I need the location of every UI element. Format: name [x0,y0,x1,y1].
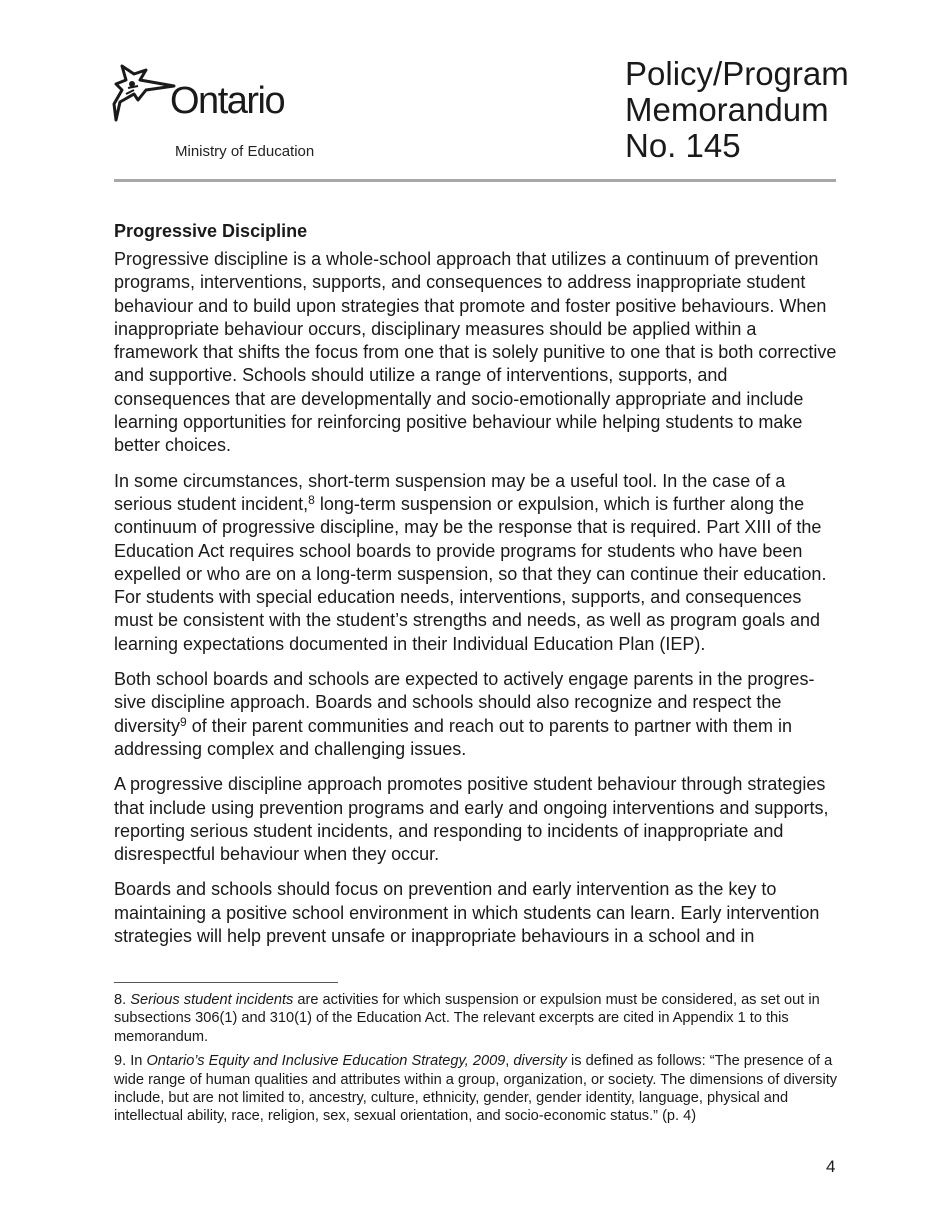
memo-title-line: No. 145 [625,127,741,164]
paragraph: Boards and schools should focus on prevention and early intervention as the key to maintaining a positive school environment in which students can learn. Early intervention strategies will help prevent unsafe or inappropriate behaviours in a school and in [114,879,820,947]
footnote-ref-9[interactable]: 9 [180,714,187,729]
header-divider [114,179,836,182]
footnote-ref-8[interactable]: 8 [308,492,315,507]
main-content [114,218,838,960]
paragraph: In some circumstances, short-term suspension may be a useful tool. In the case of a serious student incident,$^8$ long-term suspension or expulsion, which is further along the continuum of progressive discipline, may be the response that is required. Part XIII of the Education Act requires school boards to provide programs for students who have been expelled or who are on a long-term suspension, so that they can continue their education. For students with special education needs, interventions, supports, and consequences must be consistent with the student’s strengths and needs, as well as program goals and learning expectations documented in their Individual Education Plan (IEP). [114,470,827,654]
section-heading: Progressive Discipline [114,221,308,241]
page-number: 4 [826,1157,836,1176]
memo-title-line: Policy/Program [625,55,849,92]
ontario-wordmark: Ontario [170,80,285,122]
footnote-divider [114,982,338,983]
ontario-logo [112,60,372,130]
footnote-9: 9. In Ontario’s Equity and Inclusive Education Strategy, 2009, diversity is defined as follows: “The presence of a wide range of human qualities and attributes within a group, organization, or society. The dimensions of diversity include, but are not limited to, ancestry, culture, ethnicity, gender, gender identity, language, physical and intellectual ability, race, religion, sex, sexual orientation, and socio-economic status.” (p. 4) [114,1053,838,1125]
ministry-name: Ministry of Education [175,143,315,160]
footnote-8: 8. Serious student incidents are activities for which suspension or expulsion must be considered, as set out in subsections 306(1) and 310(1) of the Education Act. The relevant excerpts are cited in Appendix 1 to this memorandum. [114,992,820,1045]
paragraph: Progressive discipline is a whole-school approach that utilizes a continuum of prevention programs, interventions, supports, and consequences to address inappropriate student behaviour and to build upon strategies that promote and foster positive behaviours. When inappropriate behaviour occurs, disciplinary measures should be applied within a framework that shifts the focus from one that is solely punitive to one that is both corrective and supportive. Schools should utilize a range of interventions, supports, and consequences that are developmentally and socio-emotionally appropriate and include learning opportunities for reinforcing positive behaviour while helping students to make better choices. [114,249,837,456]
memo-title-line: Memorandum [625,91,829,128]
paragraph: Both school boards and schools are expected to actively engage parents in the progressive discipline approach. Boards and schools should also recognize and respect the diversity$^9$ of their parent communities and reach out to parents to partner with them in addressing complex and challenging issues. [114,669,815,759]
paragraph: A progressive discipline approach promotes positive student behaviour through strategies that include using prevention programs and early and ongoing interventions and supports, reporting serious student incidents, and responding to incidents of inappropriate and disrespectful behaviour when they occur. [114,774,829,865]
trillium-icon [112,60,178,126]
footnotes [114,991,842,1132]
memo-title [625,56,849,164]
